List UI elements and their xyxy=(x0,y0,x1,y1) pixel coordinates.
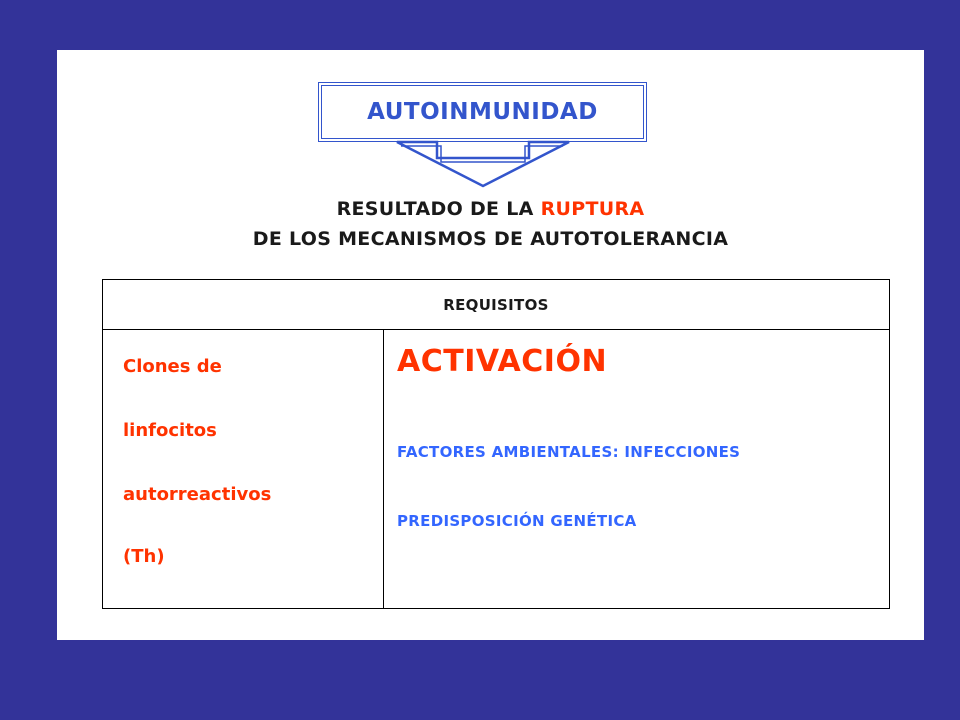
factor-item: PREDISPOSICIÓN GENÉTICA xyxy=(397,512,637,530)
result-prefix: RESULTADO DE LA xyxy=(336,198,541,220)
left-line: (Th) xyxy=(123,546,165,567)
result-highlight: RUPTURA xyxy=(540,198,645,220)
left-line: Clones de xyxy=(123,356,222,377)
left-line: autorreactivos xyxy=(123,484,272,505)
activation-heading: ACTIVACIÓN xyxy=(397,344,608,379)
slide xyxy=(57,50,924,640)
down-arrow-icon xyxy=(395,138,571,190)
left-line: linfocitos xyxy=(123,420,217,441)
table-header: REQUISITOS xyxy=(103,280,889,330)
result-line-1 xyxy=(57,198,924,220)
requirements-table xyxy=(102,279,890,609)
title-text: AUTOINMUNIDAD xyxy=(367,99,598,125)
factor-item: FACTORES AMBIENTALES: INFECCIONES xyxy=(397,443,741,461)
title-box xyxy=(318,82,647,142)
result-line-2: DE LOS MECANISMOS DE AUTOTOLERANCIA xyxy=(252,228,729,250)
right-cell xyxy=(384,330,889,608)
left-cell xyxy=(103,330,384,608)
